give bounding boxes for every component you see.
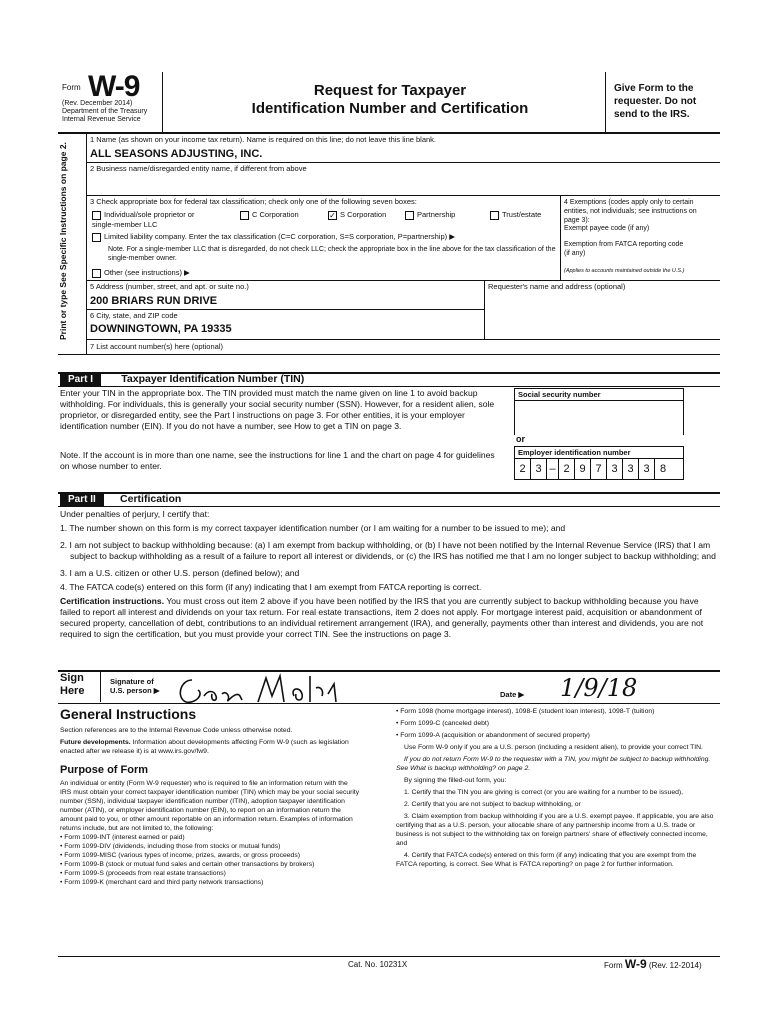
revision-block — [62, 100, 162, 124]
ssn-box — [514, 388, 684, 435]
rev-line: Internal Revenue Service — [62, 116, 141, 123]
part1-tag: Part I — [60, 373, 101, 386]
ein-digit: – — [547, 459, 559, 479]
give-line: requester. Do not — [614, 96, 697, 107]
gi-heading: General Instructions — [60, 706, 197, 722]
footer-rev: (Rev. 12-2014) — [648, 961, 702, 970]
right-bullet: • Form 1098 (home mortgage interest), 1098-E (student loan interest), 1098-T (tuition) — [396, 708, 655, 715]
line3-label: 3 Check appropriate box for federal tax classification; check only one of the following seven boxes: — [90, 197, 417, 206]
title-line: Request for Taxpayer — [313, 82, 467, 99]
divider — [605, 72, 606, 132]
ein-digit: 7 — [591, 459, 607, 479]
divider — [86, 134, 87, 354]
purpose-bullet: • Form 1099-MISC (various types of income, prizes, awards, or gross proceeds) — [60, 852, 300, 859]
date-label: Date ▶ — [500, 690, 525, 699]
exempt-payee-label: Exempt payee code (if any) — [564, 225, 650, 232]
purpose-heading: Purpose of Form — [60, 764, 149, 776]
opt-individual[interactable] — [92, 210, 217, 229]
numbered-item: 2. Certify that you are not subject to backup withholding, or — [404, 801, 581, 808]
requester-label: Requester's name and address (optional) — [488, 282, 626, 291]
checkbox[interactable] — [405, 211, 414, 220]
or-label: or — [516, 434, 525, 444]
rule — [58, 132, 720, 134]
rev-line: Department of the Treasury — [62, 108, 148, 115]
gi-future — [60, 738, 360, 756]
rule — [86, 309, 484, 310]
part1-note: Note. If the account is in more than one name, see the instructions for line 1 and the chart on page 4 for guidelines on whose number to enter. — [60, 450, 495, 471]
opt-label: Trust/estate — [502, 210, 542, 219]
opt-label: C Corporation — [252, 210, 299, 219]
title-line: Identification Number and Certification — [251, 100, 529, 117]
divider — [560, 195, 561, 280]
llc-note: Note. For a single-member LLC that is disregarded, do not check LLC; check the appropriate box in the line above for the tax classification of the single-member owner. — [108, 246, 556, 262]
rule — [58, 670, 720, 672]
line4-label: 4 Exemptions (codes apply only to certain entities, not individuals; see instructions on page 3): — [564, 199, 697, 224]
rule — [86, 280, 720, 281]
cert-instr-bold: Certification instructions. — [60, 596, 165, 606]
purpose-bullet: • Form 1099-B (stock or mutual fund sales and certain other transactions by brokers) — [60, 861, 315, 868]
form-id: W-9 — [88, 70, 140, 103]
rule — [58, 506, 720, 507]
purpose-bullet: • Form 1099-INT (interest earned or paid) — [60, 834, 185, 841]
line1-label: 1 Name (as shown on your income tax return). Name is required on this line; do not leave this line blank. — [90, 135, 437, 144]
future-text: Information about developments affecting Form W-9 (such as legislation enacted after we release it) is at www.irs.gov/fw9. — [60, 739, 349, 755]
signature[interactable] — [170, 672, 360, 706]
cert-item: 2. I am not subject to backup withholding because: (a) I am exempt from backup withholding, or (b) I have not been notified by the Internal Revenue Service (IRS) that I am subject to backup withholding as a result of a failure to report all interest or dividends, or (c) the IRS has notified me that I am no longer subject to backup withholding; and — [60, 540, 716, 561]
checkbox[interactable] — [240, 211, 249, 220]
by-signing: By signing the filled-out form, you: — [404, 777, 507, 784]
address-field[interactable]: 200 BRIARS RUN DRIVE — [90, 295, 218, 307]
divider — [484, 280, 485, 340]
ein-input[interactable] — [515, 459, 683, 479]
numbered-item: 4. Certify that FATCA code(s) entered on this form (if any) indicating that you are exempt from the FATCA reporting, is correct. See What is FATCA reporting? on page 2 for further information. — [396, 852, 697, 868]
gi-left — [60, 706, 360, 887]
side-label: Print or type See Specific Instructions on page 2. — [58, 142, 68, 340]
part1-header — [60, 373, 304, 385]
form-word: Form — [62, 83, 81, 92]
ssn-input[interactable] — [515, 401, 683, 435]
ein-digit: 2 — [559, 459, 575, 479]
footer-form-id: W-9 — [624, 957, 647, 971]
line6-label: 6 City, state, and ZIP code — [90, 311, 178, 320]
name-field[interactable]: ALL SEASONS ADJUSTING, INC. — [90, 148, 263, 160]
part1-title: Taxpayer Identification Number (TIN) — [121, 373, 305, 385]
footer-form — [604, 957, 702, 971]
purpose-bullet: • Form 1099-S (proceeds from real estate transactions) — [60, 870, 226, 877]
ein-label: Employer identification number — [515, 447, 683, 459]
line2-label: 2 Business name/disregarded entity name, if different from above — [90, 164, 307, 173]
opt-label: Other (see instructions) ▶ — [104, 268, 190, 277]
cert-item: 3. I am a U.S. citizen or other U.S. person (defined below); and — [60, 568, 300, 578]
cert-intro: Under penalties of perjury, I certify that: — [60, 509, 210, 519]
part2-body — [60, 509, 720, 640]
rev-line: (Rev. December 2014) — [62, 100, 133, 107]
checkbox[interactable] — [92, 269, 101, 278]
ein-digit: 9 — [575, 459, 591, 479]
checkbox[interactable] — [490, 211, 499, 220]
line5-label: 5 Address (number, street, and apt. or suite no.) — [90, 282, 249, 291]
us-person: U.S. person ▶ — [110, 686, 160, 695]
rule — [86, 339, 720, 340]
numbered-item: 1. Certify that the TIN you are giving is correct (or you are waiting for a number to be issued), — [404, 789, 684, 796]
opt-ccorp[interactable] — [240, 210, 299, 220]
rule — [58, 703, 720, 704]
rule — [86, 195, 720, 196]
rule — [86, 162, 720, 163]
ein-box — [514, 446, 684, 480]
divider — [100, 672, 101, 702]
cert-instructions — [60, 596, 720, 640]
right-bullet: • Form 1099-A (acquisition or abandonment of secured property) — [396, 732, 590, 739]
opt-label: Partnership — [417, 210, 456, 219]
checkbox[interactable] — [92, 233, 101, 242]
right-bullet: • Form 1099-C (canceled debt) — [396, 720, 490, 727]
opt-label: S Corporation — [340, 210, 387, 219]
footer-form-word: Form — [604, 961, 623, 970]
give-form-note — [614, 82, 714, 121]
sign-word: Sign — [60, 672, 84, 684]
ein-digit: 3 — [623, 459, 639, 479]
checkbox[interactable] — [92, 211, 101, 220]
opt-llc[interactable] — [92, 232, 562, 242]
city-field[interactable]: DOWNINGTOWN, PA 19335 — [90, 323, 232, 335]
ein-digit: 3 — [531, 459, 547, 479]
opt-trust[interactable] — [490, 210, 541, 220]
italic-text: If you do not return Form W-9 to the requester with a TIN, you might be subject to backup withholding. See What is backup withholding? on page 2. — [396, 756, 711, 772]
purpose-bullet: • Form 1099-DIV (dividends, including those from stocks or mutual funds) — [60, 843, 281, 850]
opt-scorp[interactable] — [328, 210, 386, 220]
cat-no: Cat. No. 10231X — [348, 960, 408, 969]
rule — [58, 386, 720, 387]
sig-label — [110, 677, 160, 695]
give-line: Give Form to the — [614, 83, 694, 94]
business-name-field[interactable] — [90, 176, 690, 190]
line7-label: 7 List account number(s) here (optional) — [90, 342, 223, 351]
part1-text: Enter your TIN in the appropriate box. The TIN provided must match the name given on line 1 to avoid backup withholding. For individuals, this is generally your social security number (SSN). However, for a resident alien, sole proprietor, or disregarded entity, see the Part I instructions on page 3. For other entities, it is your employer identification number (EIN). If you do not have a number, see How to get a TIN on page 3. — [60, 388, 495, 431]
numbered-item: 3. Claim exemption from backup withholding if you are a U.S. exempt payee. If applicable, you are also certifying that as a U.S. person, your allocable share of any partnership income from a U.S. trade or business is not subject to the withholding tax on foreign partners' share of effectively connected income, and — [396, 813, 714, 847]
ein-digit: 2 — [515, 459, 531, 479]
fatca-label: Exemption from FATCA reporting code (if any) — [564, 241, 684, 257]
purpose-bullet: • Form 1099-K (merchant card and third party network transactions) — [60, 879, 264, 886]
opt-partnership[interactable] — [405, 210, 455, 220]
future-bold: Future developments. — [60, 739, 131, 746]
cert-item: 1. The number shown on this form is my correct taxpayer identification number (or I am waiting for a number to be issued to me); and — [60, 523, 566, 533]
fatca-applies: (Applies to accounts maintained outside the U.S.) — [564, 268, 685, 274]
opt-label: Limited liability company. Enter the tax classification (C=C corporation, S=S corporation, P=partnership) ▶ — [104, 232, 455, 241]
rule — [58, 354, 720, 355]
ein-digit: 3 — [639, 459, 655, 479]
opt-other[interactable] — [92, 268, 190, 278]
ssn-label: Social security number — [515, 389, 683, 401]
here-word: Here — [60, 685, 85, 697]
ein-digit: 8 — [659, 463, 667, 475]
cert-item: 4. The FATCA code(s) entered on this form (if any) indicating that I am exempt from FATCA reporting is correct. — [60, 582, 482, 592]
sign-here — [60, 672, 84, 698]
ein-digit: 3 — [607, 459, 623, 479]
part2-title: Certification — [120, 493, 182, 505]
use-text: Use Form W-9 only if you are a U.S. person (including a resident alien), to provide your correct TIN. — [404, 744, 703, 751]
give-line: send to the IRS. — [614, 109, 690, 120]
purpose-text: An individual or entity (Form W-9 requester) who is required to file an information return with the IRS must obtain your correct taxpayer identification number (TIN) which may be your social security number (SSN), individual taxpayer identification number (ITIN), adoption taxpayer identification number (ATIN), or employer identification number (EIN), to report on an information return the amount paid to you, or other amount reportable on an information return. Examples of information returns include, but are not limited to, the following: — [60, 780, 360, 832]
sig-of: Signature of — [110, 677, 154, 686]
gi-right — [396, 707, 714, 869]
divider — [162, 72, 163, 132]
part2-header — [60, 493, 181, 505]
opt-label: Individual/sole proprietor or single-member LLC — [92, 210, 195, 229]
date-field[interactable]: 1/9/18 — [560, 674, 638, 702]
page-title — [210, 82, 570, 118]
cert-instr-text: You must cross out item 2 above if you have been notified by the IRS that you are currently subject to backup withholding because you have failed to report all interest and dividends on your tax return. For real estate transactions, item 2 does not apply. For mortgage interest paid, acquisition or abandonment of secured property, cancellation of debt, contributions to an individual retirement arrangement (IRA), and generally, payments other than interest and dividends, you are not required to sign the certification, but you must provide your correct TIN. See the instructions on page 3. — [60, 596, 704, 639]
part2-tag: Part II — [60, 493, 104, 506]
checkbox-checked[interactable]: ✓ — [329, 210, 336, 220]
gi-ref: Section references are to the Internal Revenue Code unless otherwise noted. — [60, 727, 293, 734]
